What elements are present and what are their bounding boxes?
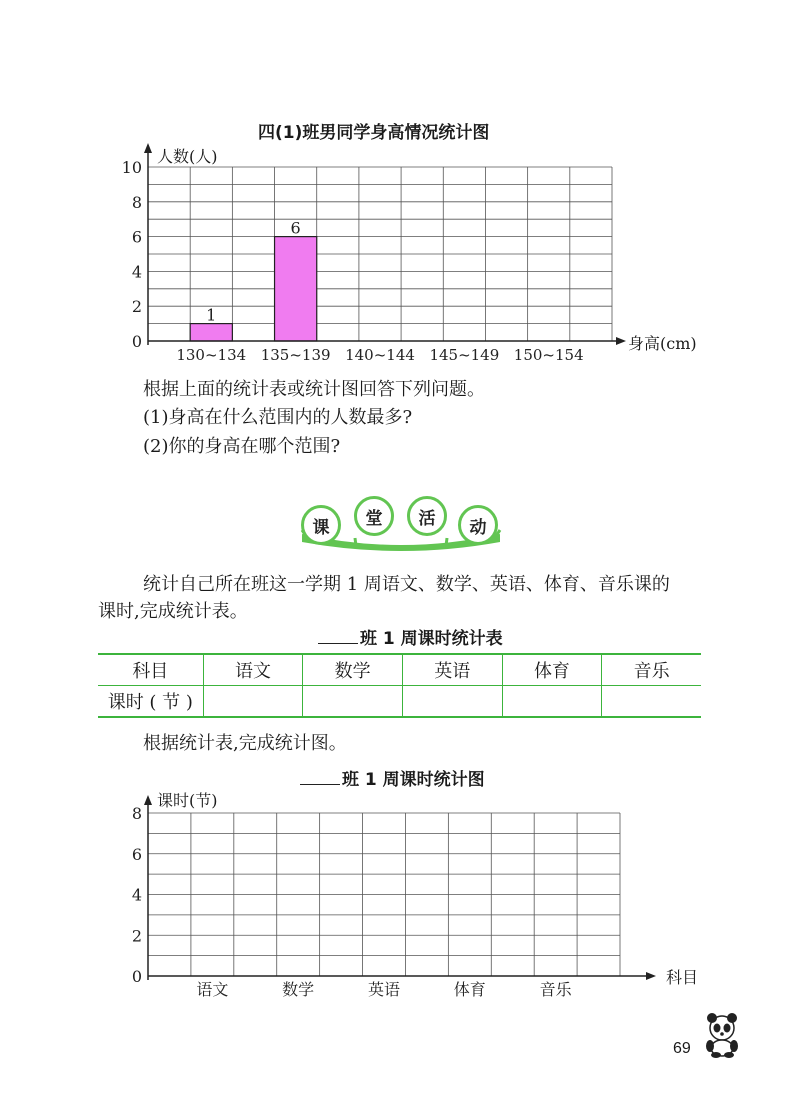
questions-intro: 根据上面的统计表或统计图回答下列问题。 <box>143 379 485 400</box>
table-header-cell: 语文 <box>203 654 303 686</box>
bar <box>275 237 317 341</box>
table-header-cell: 科目 <box>98 654 203 686</box>
activity-char-4: 动 <box>458 505 498 545</box>
table-row-label: 课时 ( 节 ) <box>98 686 203 718</box>
table-header-cell: 音乐 <box>602 654 701 686</box>
table-input-cell[interactable] <box>203 686 303 718</box>
x-tick-label: 140~144 <box>345 346 415 364</box>
y-axis-arrow <box>144 795 152 805</box>
x-tick-label: 语文 <box>196 980 229 999</box>
table-row <box>98 686 701 718</box>
x-axis-arrow <box>646 972 656 980</box>
x-tick-label: 英语 <box>367 980 401 999</box>
x-tick-label: 135~139 <box>260 346 331 364</box>
activity-char-2: 堂 <box>354 496 394 536</box>
chart1-title: 四(1)班男同学身高情况统计图 <box>258 123 490 143</box>
y-axis-arrow <box>144 143 152 153</box>
x-tick-label: 音乐 <box>539 980 572 999</box>
table-input-cell[interactable] <box>303 686 403 718</box>
lesson-stat-table <box>98 653 701 718</box>
x-tick-label: 145~149 <box>429 346 500 364</box>
class-blank[interactable] <box>318 643 358 644</box>
y-tick-label: 6 <box>131 844 142 864</box>
y-tick-label: 4 <box>131 262 142 282</box>
activity-char-3: 活 <box>407 496 447 536</box>
table-header-cell: 数学 <box>303 654 403 686</box>
question-1: (1)身高在什么范围内的人数最多? <box>143 407 413 428</box>
table-input-cell[interactable] <box>402 686 502 718</box>
table-header-cell: 体育 <box>502 654 602 686</box>
x-axis-arrow <box>616 337 626 345</box>
x-tick-label: 体育 <box>453 980 486 999</box>
question-2: (2)你的身高在哪个范围? <box>143 436 341 457</box>
table-title: 班 1 周课时统计表 <box>318 624 503 649</box>
bar-value-label: 1 <box>206 305 217 325</box>
y-tick-label: 10 <box>121 158 142 177</box>
height-bar-chart <box>0 0 800 370</box>
x-tick-label: 数学 <box>282 980 315 999</box>
task-2: 根据统计表,完成统计图。 <box>143 733 347 754</box>
y-tick-label: 6 <box>131 227 142 247</box>
chart1-xlabel: 身高(cm) <box>628 334 697 353</box>
page-number: 69 <box>673 1040 691 1057</box>
chart2-ylabel: 课时(节) <box>157 791 218 810</box>
y-tick-label: 2 <box>131 297 142 317</box>
task-line-1: 统计自己所在班这一学期 1 周语文、数学、英语、体育、音乐课的 <box>143 574 670 595</box>
bar-value-label: 6 <box>290 218 301 238</box>
chart2-title: 班 1 周课时统计图 <box>300 765 485 790</box>
y-tick-label: 8 <box>131 804 142 823</box>
chart2-xlabel: 科目 <box>666 968 699 987</box>
y-tick-label: 2 <box>131 926 142 946</box>
y-tick-label: 4 <box>131 885 142 905</box>
x-tick-label: 130~134 <box>176 346 247 364</box>
bar <box>190 324 232 341</box>
x-tick-label: 150~154 <box>513 346 584 364</box>
table-header-row <box>98 654 701 686</box>
task-line-2: 课时,完成统计表。 <box>98 601 248 622</box>
table-input-cell[interactable] <box>602 686 701 718</box>
activity-char-1: 课 <box>301 505 341 545</box>
chart1-ylabel: 人数(人) <box>157 147 218 166</box>
y-tick-label: 0 <box>131 332 142 351</box>
y-tick-label: 8 <box>131 192 142 212</box>
table-header-cell: 英语 <box>402 654 502 686</box>
panda-icon <box>700 1012 744 1058</box>
y-tick-label: 0 <box>131 967 142 986</box>
table-input-cell[interactable] <box>502 686 602 718</box>
